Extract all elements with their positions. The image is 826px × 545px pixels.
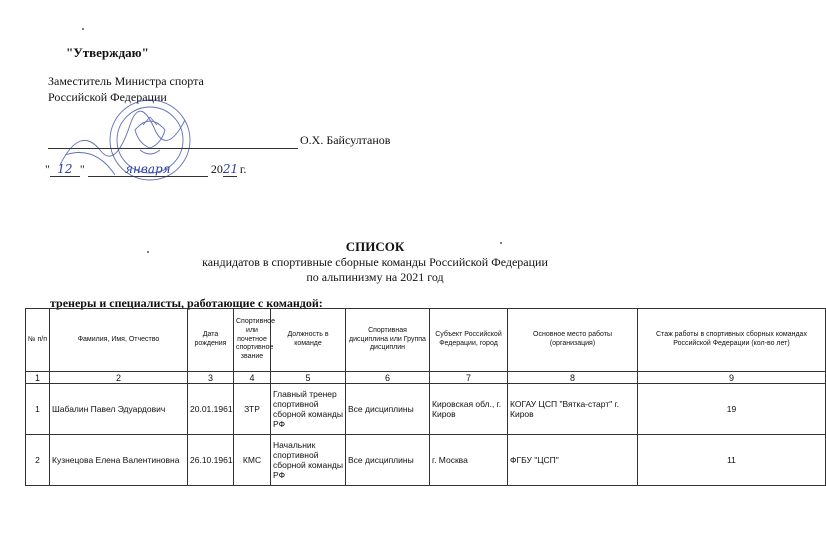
- column-number: 1: [26, 372, 50, 384]
- document-subtitle: кандидатов в спортивные сборные команды Российской Федерации: [202, 255, 548, 269]
- row-organization: ФГБУ "ЦСП": [508, 435, 638, 486]
- header-experience: Стаж работы в спортивных сборных командах Российской Федерации (кол-во лет): [638, 309, 826, 372]
- row-region: Кировская обл., г. Киров: [430, 384, 508, 435]
- signature-line: [48, 148, 298, 149]
- column-number: 5: [271, 372, 346, 384]
- row-discipline: Все дисциплины: [346, 384, 430, 435]
- table-header-row: [26, 309, 826, 372]
- header-discipline: Спортивная дисциплина или Группа дисциплин: [346, 309, 430, 372]
- column-number: 2: [50, 372, 188, 384]
- date-year-suffix: 21: [222, 162, 239, 176]
- official-seal-stamp: [55, 95, 230, 195]
- row-name: Кузнецова Елена Валентиновна: [50, 435, 188, 486]
- row-sport-title: КМС: [234, 435, 271, 486]
- column-number: 8: [508, 372, 638, 384]
- header-birth-date: Дата рождения: [188, 309, 234, 372]
- row-experience: 19: [638, 384, 826, 435]
- column-number: 9: [638, 372, 826, 384]
- date-month: января: [88, 162, 208, 177]
- table-row: [26, 435, 826, 486]
- row-organization: КОГАУ ЦСП "Вятка-старт" г. Киров: [508, 384, 638, 435]
- header-organization: Основное место работы (организация): [508, 309, 638, 372]
- signer-name: О.Х. Байсултанов: [300, 133, 391, 147]
- row-name: Шабалин Павел Эдуардович: [50, 384, 188, 435]
- scan-speck: [147, 251, 149, 253]
- column-number: 6: [346, 372, 430, 384]
- header-number: № п/п: [26, 309, 50, 372]
- header-sport-title: Спортивное или почетное спортивное звание: [234, 309, 271, 372]
- approval-organization: Российской Федерации: [48, 90, 167, 104]
- row-birth-date: 26.10.1961: [188, 435, 234, 486]
- approval-date: [45, 162, 246, 177]
- row-number: 1: [26, 384, 50, 435]
- row-position: Главный тренер спортивной сборной команды РФ: [271, 384, 346, 435]
- scan-speck: [82, 28, 84, 30]
- column-number: 3: [188, 372, 234, 384]
- candidates-table: [25, 308, 826, 486]
- date-suffix: г.: [239, 162, 247, 176]
- scan-speck: [500, 242, 502, 244]
- document-title: СПИСОК: [345, 239, 405, 254]
- column-number-row: [26, 372, 826, 384]
- date-quote-open: ": [45, 162, 50, 176]
- table-row: [26, 384, 826, 435]
- row-sport-title: ЗТР: [234, 384, 271, 435]
- row-region: г. Москва: [430, 435, 508, 486]
- column-number: 7: [430, 372, 508, 384]
- row-position: Начальник спортивной сборной команды РФ: [271, 435, 346, 486]
- section-heading: тренеры и специалисты, работающие с командой:: [50, 296, 323, 310]
- row-number: 2: [26, 435, 50, 486]
- date-quote-close: ": [79, 162, 85, 176]
- document-sport-line: по альпинизму на 2021 год: [306, 270, 444, 284]
- row-discipline: Все дисциплины: [346, 435, 430, 486]
- row-birth-date: 20.01.1961: [188, 384, 234, 435]
- header-region: Субъект Российской Федерации, город: [430, 309, 508, 372]
- header-position: Должность в команде: [271, 309, 346, 372]
- column-number: 4: [234, 372, 271, 384]
- approval-title: "Утверждаю": [66, 45, 149, 60]
- approval-position: Заместитель Министра спорта: [48, 74, 204, 88]
- date-year-prefix: 20: [210, 162, 223, 176]
- row-experience: 11: [638, 435, 826, 486]
- date-day: 12: [50, 162, 80, 177]
- header-name: Фамилия, Имя, Отчество: [50, 309, 188, 372]
